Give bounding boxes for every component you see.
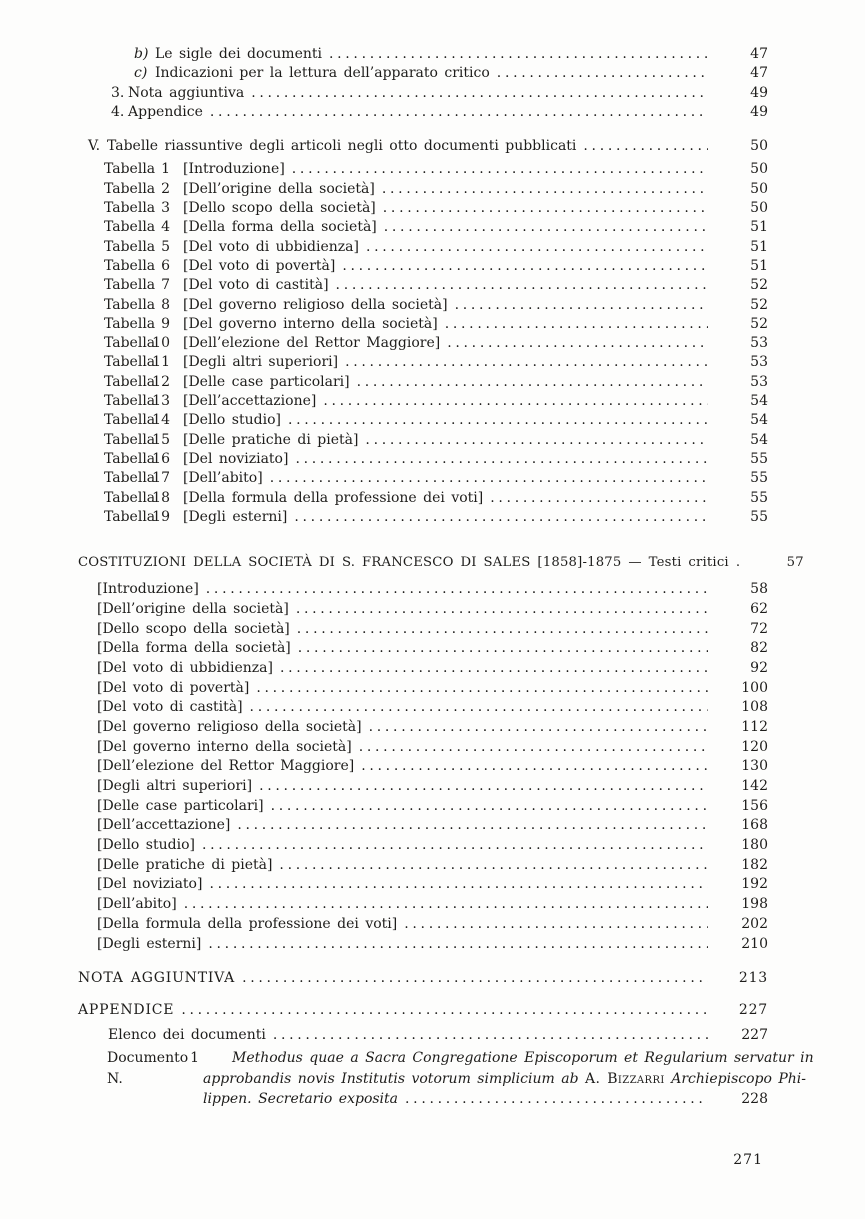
tabella-number: 8 <box>161 296 170 313</box>
dot-leader <box>455 296 708 315</box>
entry-page-number: 47 <box>750 46 768 62</box>
entry-label: [Delle case particolari] <box>97 797 264 814</box>
entry-label: [Del voto di ubbidienza] <box>97 659 273 676</box>
entry-prefix: 4. <box>111 103 125 120</box>
tabella-title: [Dell’elezione del Rettor Maggiore] <box>183 335 441 352</box>
tabella-page-number: 51 <box>750 219 768 236</box>
tabella-number: 16 <box>152 450 170 467</box>
entry-page-number: 202 <box>741 915 768 932</box>
costituzioni-entry <box>78 875 768 895</box>
documento-title-line-2 <box>203 1069 807 1090</box>
tabella-number: 3 <box>161 200 170 217</box>
tabella-title: [Degli altri superiori] <box>183 354 339 371</box>
dot-leader <box>383 199 708 218</box>
costituzioni-entry <box>78 698 768 718</box>
entry-label: [Dell’accettazione] <box>97 817 231 834</box>
tabella-number: 2 <box>161 180 170 197</box>
entry-page-number: 112 <box>741 718 768 735</box>
entry-label: [Dell’abito] <box>97 896 177 913</box>
entry-page-number: 180 <box>741 837 768 854</box>
documento-word: Documento N. <box>107 1050 189 1087</box>
tabella-entry <box>78 469 768 488</box>
entry-page-number: 182 <box>741 856 768 873</box>
tabella-title: [Dell’accettazione] <box>183 393 317 410</box>
entry-label: [Delle pratiche di pietà] <box>97 856 273 873</box>
tabella-title: [Dell’abito] <box>183 470 263 487</box>
costituzioni-entry <box>78 718 768 738</box>
tabella-number: 7 <box>161 277 170 294</box>
toc-top-list <box>78 45 768 122</box>
tabella-title: [Del voto di povertà] <box>183 257 336 274</box>
dot-leader <box>273 1026 708 1045</box>
tabella-word: Tabella <box>104 393 156 410</box>
documento-author-name: A. Bizzarri <box>584 1070 665 1087</box>
dot-leader <box>242 969 708 988</box>
dot-leader <box>184 895 708 914</box>
dot-leader <box>280 659 708 678</box>
tabella-word: Tabella <box>104 238 156 255</box>
tabella-entry <box>78 218 768 237</box>
tabella-number: 9 <box>161 315 170 332</box>
documento-label <box>107 1048 203 1089</box>
dot-leader <box>490 489 708 508</box>
entry-page-number: 82 <box>750 640 768 657</box>
tabella-entry <box>78 199 768 218</box>
tabella-entry <box>78 315 768 334</box>
entry-label: [Dello scopo della società] <box>97 620 290 637</box>
tabella-page-number: 55 <box>750 489 768 506</box>
tabella-number: 1 <box>161 161 170 178</box>
dot-leader <box>336 276 708 295</box>
dot-leader <box>384 218 708 237</box>
tabella-title: [Dello scopo della società] <box>183 200 376 217</box>
dot-leader <box>256 679 708 698</box>
tabella-word: Tabella <box>104 296 156 313</box>
tabella-title: [Del governo religioso della società] <box>183 296 448 313</box>
entry-label: NOTA AGGIUNTIVA <box>78 970 236 987</box>
entry-page-number: 192 <box>741 876 768 893</box>
documento-page-number: 228 <box>741 1091 768 1108</box>
tabella-page-number: 52 <box>750 296 768 313</box>
entry-prefix: b) <box>134 46 149 62</box>
costituzioni-entry <box>78 856 768 876</box>
entry-prefix: 3. <box>111 84 125 101</box>
entry-label: Appendice <box>128 103 203 120</box>
entry-label: [Dell’origine della società] <box>97 600 289 617</box>
dot-leader <box>445 315 708 334</box>
tabella-page-number: 52 <box>750 315 768 332</box>
entry-page-number: 168 <box>741 817 768 834</box>
toc-entry <box>78 84 768 103</box>
entry-label: [Della forma della società] <box>97 640 291 657</box>
dot-leader <box>329 45 708 64</box>
entry-label: [Introduzione] <box>97 581 199 598</box>
tabella-entry <box>78 160 768 179</box>
tabella-number: 15 <box>152 431 170 448</box>
section-v-heading <box>78 137 768 156</box>
dot-leader <box>323 392 708 411</box>
dot-leader <box>271 797 708 816</box>
dot-leader <box>345 353 708 372</box>
documento-title <box>203 1048 814 1110</box>
documento-title-line-3 <box>203 1089 768 1110</box>
tabella-entry <box>78 411 768 430</box>
tabella-entry <box>78 353 768 372</box>
tabella-title: [Dello studio] <box>183 412 281 429</box>
entry-page-number: 47 <box>750 65 768 82</box>
tabella-word: Tabella <box>104 335 156 352</box>
dot-leader <box>736 553 744 572</box>
dot-leader <box>497 64 708 83</box>
tabella-number: 11 <box>152 354 170 371</box>
section-v-numeral: V. <box>88 138 101 155</box>
tabella-page-number: 54 <box>750 431 768 448</box>
documento-title-line-1: Methodus quae a Sacra Congregatione Episcoporum et Regularium servatur in <box>232 1050 814 1067</box>
entry-page-number: 62 <box>750 600 768 617</box>
tabella-entry <box>78 257 768 276</box>
tabella-title: [Delle pratiche di pietà] <box>183 431 359 448</box>
dot-leader <box>298 639 708 658</box>
dot-leader <box>365 431 708 450</box>
tabella-number: 13 <box>152 393 170 410</box>
entry-label: [Del voto di povertà] <box>97 679 250 696</box>
dot-leader <box>237 816 708 835</box>
tabella-page-number: 52 <box>750 277 768 294</box>
entry-label: [Del voto di castità] <box>97 699 243 716</box>
dot-leader <box>210 103 708 122</box>
dot-leader <box>382 180 708 199</box>
tabella-page-number: 55 <box>750 470 768 487</box>
costituzioni-entry <box>78 935 768 955</box>
entry-page-number: 108 <box>741 699 768 716</box>
toc-entry <box>78 64 768 83</box>
elenco-entry <box>78 1026 768 1045</box>
tabella-title: [Introduzione] <box>183 161 285 178</box>
tabella-entry <box>78 296 768 315</box>
toc-entry <box>78 103 768 122</box>
tabella-word: Tabella <box>104 277 156 294</box>
folio-page-number: 271 <box>733 1151 763 1168</box>
entry-label: [Del governo religioso della società] <box>97 718 362 735</box>
entry-page-number: 130 <box>741 758 768 775</box>
tabella-page-number: 50 <box>750 161 768 178</box>
entry-label: [Del governo interno della società] <box>97 738 352 755</box>
entry-label: [Della formula della professione dei voti] <box>97 915 398 932</box>
entry-page-number: 210 <box>741 935 768 952</box>
documento-entry <box>78 1048 814 1110</box>
tabella-number: 19 <box>152 508 170 525</box>
dot-leader <box>294 508 708 527</box>
tabella-entry <box>78 276 768 295</box>
tabella-entry <box>78 334 768 353</box>
documento-number: 1 <box>190 1050 199 1067</box>
entry-page-number: 227 <box>741 1026 768 1043</box>
tabella-word: Tabella <box>104 470 156 487</box>
tabella-page-number: 54 <box>750 412 768 429</box>
entry-page-number: 120 <box>741 738 768 755</box>
entry-label: APPENDICE <box>78 1002 175 1019</box>
tabella-title: [Della forma della società] <box>183 219 377 236</box>
tabella-number: 18 <box>152 489 170 506</box>
toc-entry <box>78 45 768 64</box>
entry-label: [Del noviziato] <box>97 876 203 893</box>
tabella-word: Tabella <box>104 489 156 506</box>
tabella-page-number: 53 <box>750 354 768 371</box>
entry-label: [Degli esterni] <box>97 935 202 952</box>
costituzioni-entry <box>78 620 768 640</box>
tabella-word: Tabella <box>104 450 156 467</box>
entry-page-number: 49 <box>750 84 768 101</box>
entry-prefix: c) <box>134 65 148 82</box>
costituzioni-entry <box>78 915 768 935</box>
entry-page-number: 92 <box>750 659 768 676</box>
entry-page-number: 49 <box>750 103 768 120</box>
tabella-entry <box>78 392 768 411</box>
tabella-page-number: 53 <box>750 335 768 352</box>
entry-page-number: 100 <box>741 679 768 696</box>
costituzioni-entry <box>78 679 768 699</box>
dot-leader <box>405 1089 708 1108</box>
entry-label: [Dell’elezione del Rettor Maggiore] <box>97 758 355 775</box>
dot-leader <box>292 160 708 179</box>
costituzioni-entry <box>78 659 768 679</box>
dot-leader <box>259 777 708 796</box>
tabella-word: Tabella <box>104 315 156 332</box>
tabella-title: [Dell’origine della società] <box>183 180 375 197</box>
documento-title-segment: Archiepiscopo Phi- <box>664 1070 807 1087</box>
tabella-word: Tabella <box>104 219 156 236</box>
tabella-title: [Della formula della professione dei voti] <box>183 489 484 506</box>
costituzioni-entry <box>78 836 768 856</box>
documento-title-segment: approbandis novis Institutis votorum simplicium ab <box>203 1070 585 1087</box>
costituzioni-entry <box>78 757 768 777</box>
dot-leader <box>296 600 708 619</box>
dot-leader <box>357 373 708 392</box>
costituzioni-entry <box>78 600 768 620</box>
dot-leader <box>250 698 708 717</box>
tabella-word: Tabella <box>104 508 156 525</box>
tabella-word: Tabella <box>104 180 156 197</box>
entry-page-number: 142 <box>741 778 768 794</box>
entry-page-number: 227 <box>738 1002 768 1019</box>
dot-leader <box>288 411 708 430</box>
tabella-page-number: 55 <box>750 508 768 525</box>
costituzioni-entry <box>78 816 768 836</box>
entry-page-number: 72 <box>750 620 768 637</box>
tabella-number: 12 <box>152 373 170 390</box>
tabella-page-number: 50 <box>750 200 768 217</box>
costituzioni-entry <box>78 895 768 915</box>
dot-leader <box>181 1001 708 1020</box>
entry-label: Indicazioni per la lettura dell’apparato critico <box>155 65 490 82</box>
tabella-entry <box>78 373 768 392</box>
documento-title-segment: lippen. Secretario exposita <box>203 1091 399 1108</box>
tabella-page-number: 55 <box>750 450 768 467</box>
dot-leader <box>447 334 708 353</box>
costituzioni-page-number: 57 <box>786 555 804 571</box>
tabella-entry <box>78 180 768 199</box>
tabella-number: 6 <box>161 257 170 274</box>
tabella-number: 5 <box>161 238 170 255</box>
tabella-page-number: 50 <box>750 180 768 197</box>
tabella-page-number: 51 <box>750 257 768 274</box>
entry-label: Nota aggiuntiva <box>128 84 245 101</box>
tabella-entry <box>78 489 768 508</box>
tabella-entry <box>78 508 768 527</box>
tabella-word: Tabella <box>104 373 156 390</box>
dot-leader <box>297 620 708 639</box>
tabella-number: 4 <box>161 219 170 236</box>
entry-label: Le sigle dei documenti <box>155 46 322 62</box>
tabella-page-number: 51 <box>750 238 768 255</box>
tabella-word: Tabella <box>104 200 156 217</box>
costituzioni-entry <box>78 580 768 600</box>
tabella-number: 17 <box>152 470 170 487</box>
tabella-title: [Del noviziato] <box>183 450 289 467</box>
tabella-entry <box>78 431 768 450</box>
tabella-word: Tabella <box>104 354 156 371</box>
costituzioni-entry <box>78 797 768 817</box>
dot-leader <box>202 836 708 855</box>
entry-page-number: 213 <box>738 970 768 987</box>
dot-leader <box>583 137 708 156</box>
section-v-page-number: 50 <box>750 138 768 155</box>
dot-leader <box>342 257 708 276</box>
nota-aggiuntiva-heading <box>78 969 768 988</box>
entry-label: Elenco dei documenti <box>108 1026 266 1043</box>
tabella-title: [Del governo interno della società] <box>183 315 438 332</box>
dot-leader <box>208 935 708 954</box>
tabella-list <box>78 160 768 527</box>
tabella-number: 10 <box>152 335 170 352</box>
tabella-word: Tabella <box>104 257 156 274</box>
entry-label: [Degli altri superiori] <box>97 778 253 794</box>
tabella-title: [Del voto di castità] <box>183 277 329 294</box>
entry-label: [Dello studio] <box>97 837 195 854</box>
dot-leader <box>270 469 708 488</box>
entry-page-number: 156 <box>741 797 768 814</box>
tabella-word: Tabella <box>104 161 156 178</box>
tabella-title: [Del voto di ubbidienza] <box>183 238 359 255</box>
tabella-page-number: 53 <box>750 373 768 390</box>
entry-page-number: 58 <box>750 581 768 598</box>
dot-leader <box>361 757 708 776</box>
costituzioni-list <box>78 580 768 954</box>
tabella-number: 14 <box>152 412 170 429</box>
costituzioni-entry <box>78 738 768 758</box>
tabella-entry <box>78 450 768 469</box>
tabella-word: Tabella <box>104 431 156 448</box>
dot-leader <box>279 856 708 875</box>
entry-page-number: 198 <box>741 896 768 913</box>
dot-leader <box>206 580 708 599</box>
dot-leader <box>251 84 708 103</box>
costituzioni-entry <box>78 639 768 659</box>
dot-leader <box>209 875 708 894</box>
costituzioni-heading <box>78 553 804 573</box>
tabella-page-number: 54 <box>750 393 768 410</box>
costituzioni-entry <box>78 777 768 797</box>
tabella-title: [Delle case particolari] <box>183 373 350 390</box>
dot-leader <box>366 238 708 257</box>
section-v-title: Tabelle riassuntive degli articoli negli otto documenti pubblicati <box>107 138 577 155</box>
tabella-word: Tabella <box>104 412 156 429</box>
dot-leader <box>295 450 708 469</box>
dot-leader <box>359 738 708 757</box>
tabella-title: [Degli esterni] <box>183 508 288 525</box>
dot-leader <box>404 915 708 934</box>
dot-leader <box>369 718 708 737</box>
appendice-heading <box>78 1001 768 1020</box>
costituzioni-title: COSTITUZIONI DELLA SOCIETÀ DI S. FRANCESCO DI SALES [1858]-1875 — Testi critici <box>78 555 729 571</box>
tabella-entry <box>78 238 768 257</box>
